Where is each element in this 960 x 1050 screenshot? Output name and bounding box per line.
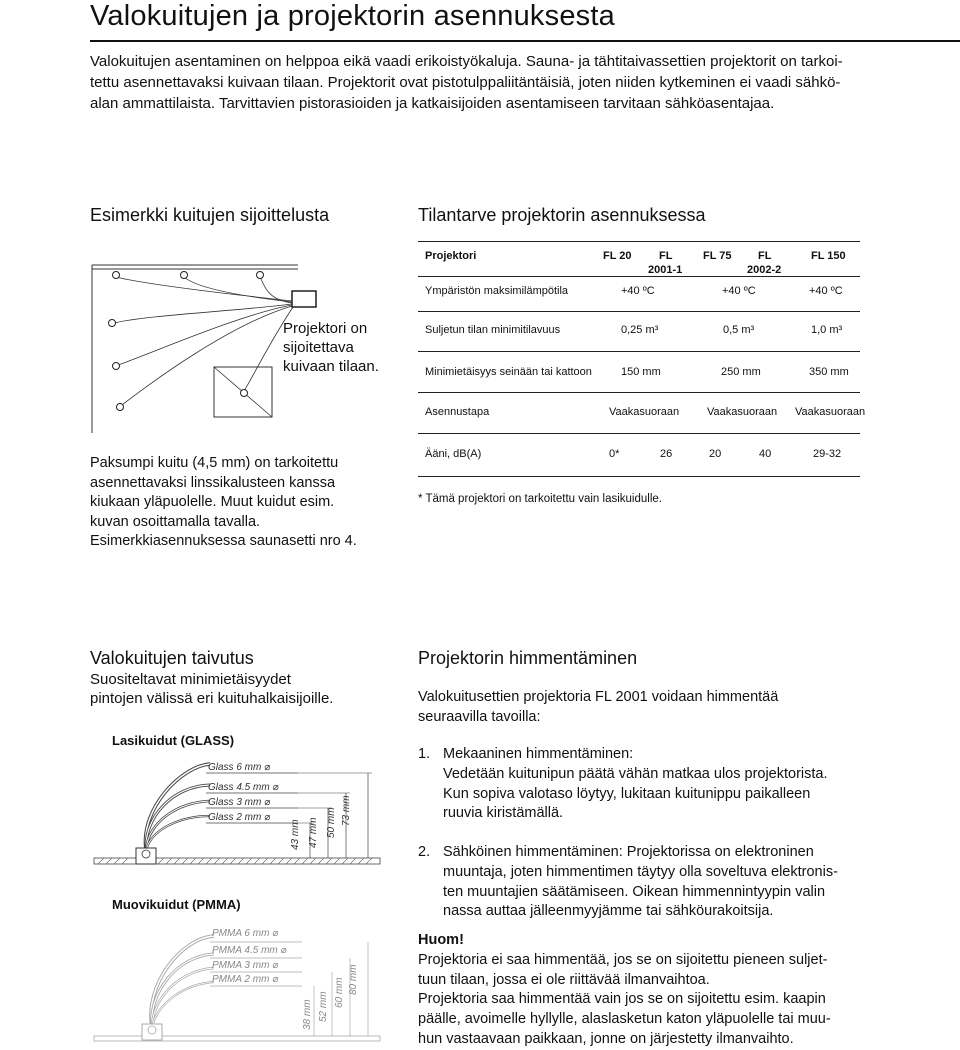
cell-value: 40	[759, 448, 772, 460]
item-line: Vedetään kuitunipun päätä vähän matkaa ulos projektorista.	[443, 765, 828, 782]
row-label: Minimietäisyys seinään tai kattoon	[425, 366, 592, 378]
callout-line: sijoitettava	[283, 339, 354, 356]
title-divider	[90, 40, 960, 42]
bending-subtitle	[90, 670, 333, 708]
row-volume	[425, 323, 855, 339]
cell-value: Vaakasuoraan	[707, 406, 778, 418]
cell-value: 0,5 m³	[723, 324, 755, 336]
cell-value: Vaakasuoraan	[795, 406, 866, 418]
cell-value: 1,0 m³	[811, 324, 843, 336]
intro-line: Valokuitujen asentaminen on helppoa eikä vaadi erikoistyökaluja. Sauna- ja tähtitaivassettien projektorit on tarkoi-	[90, 53, 843, 70]
subtitle-line: Suositeltavat minimietäisyydet	[90, 671, 291, 688]
dimming-item-1	[418, 745, 893, 824]
glass-label-45: Glass 4.5 mm ⌀	[208, 782, 279, 793]
row-mounting	[425, 405, 866, 421]
note-line: hun vastaavaan paikkaan, jonne on järjestetty ilmanvaihto.	[418, 1030, 794, 1047]
header-fl2002-a: FL	[758, 250, 772, 262]
item-number: 2.	[418, 844, 431, 860]
header-fl20: FL 20	[603, 250, 632, 262]
note-heading: Huom!	[418, 932, 464, 948]
glass-heading: Lasikuidut (GLASS)	[112, 733, 235, 748]
header-fl150: FL 150	[811, 250, 846, 262]
cell-value: 29-32	[813, 448, 842, 460]
glass-label-3: Glass 3 mm ⌀	[208, 797, 271, 808]
pmma-dim-38: 38 mm	[302, 999, 313, 1030]
pmma-dim-60: 60 mm	[334, 977, 345, 1008]
cell-value: 350 mm	[809, 366, 849, 378]
cell-value: 20	[709, 448, 722, 460]
dimming-item-2	[418, 843, 893, 922]
table-footnote: * Tämä projektori on tarkoitettu vain lasikuidulle.	[418, 493, 662, 505]
glass-label-2: Glass 2 mm ⌀	[208, 812, 271, 823]
example-heading: Esimerkki kuitujen sijoittelusta	[90, 205, 330, 225]
dimming-note	[418, 931, 831, 1050]
table-rule	[418, 433, 860, 434]
row-label: Ympäristön maksimilämpötila	[425, 285, 569, 297]
table-top-rule	[418, 241, 860, 242]
item-line: Mekaaninen himmentäminen:	[443, 746, 634, 762]
note-line: päälle, avoimelle hyllylle, alaslasketun katon yläpuolelle tai muu-	[418, 1011, 831, 1028]
caption-line: Esimerkkiasennuksessa saunasetti nro 4.	[90, 533, 357, 549]
table-rule	[418, 311, 860, 312]
caption-line: kiukaan yläpuolelle. Muut kuidut esim.	[90, 494, 335, 510]
cell-value: 0,25 m³	[621, 324, 659, 336]
pmma-dim-52: 52 mm	[318, 991, 329, 1022]
header-projector: Projektori	[425, 250, 477, 262]
item-line: ten muuntajien säätämiseen. Oikean himmennintyypin valin	[443, 883, 826, 900]
bending-heading: Valokuitujen taivutus	[90, 648, 254, 668]
row-label: Ääni, dB(A)	[425, 448, 482, 460]
item-line: Sähköinen himmentäminen: Projektorissa on elektroninen	[443, 844, 814, 860]
cell-value: 0*	[609, 448, 620, 460]
item-line: nassa auttaa jälleenmyyjämme tai sähköurakoitsija.	[443, 903, 774, 920]
item-line: ruuvia kiristämällä.	[443, 805, 564, 822]
row-label: Asennustapa	[425, 406, 490, 418]
glass-dim-73: 73 mm	[341, 795, 352, 826]
pmma-label-2: PMMA 2 mm ⌀	[212, 974, 279, 985]
glass-dim-50: 50 mm	[326, 807, 337, 838]
spec-table-header	[425, 249, 855, 279]
pmma-label-6: PMMA 6 mm ⌀	[212, 928, 279, 939]
pmma-label-45: PMMA 4.5 mm ⌀	[212, 945, 287, 956]
row-distance	[425, 365, 855, 381]
intro-line: seuraavilla tavoilla:	[418, 708, 541, 725]
callout-line: kuivaan tilaan.	[283, 358, 379, 375]
row-temperature	[425, 284, 855, 300]
pmma-dim-80: 80 mm	[348, 964, 359, 995]
glass-dim-43: 43 mm	[290, 819, 301, 850]
cell-value: 250 mm	[721, 366, 761, 378]
row-sound	[425, 447, 855, 463]
cell-value: +40 ºC	[621, 285, 655, 297]
glass-label-6: Glass 6 mm ⌀	[208, 762, 271, 773]
item-number: 1.	[418, 746, 431, 762]
cell-value: +40 ºC	[722, 285, 756, 297]
pmma-label-3: PMMA 3 mm ⌀	[212, 960, 279, 971]
glass-dim-47: 47 mm	[308, 817, 319, 848]
caption-line: kuvan osoittamalla tavalla.	[90, 513, 261, 530]
example-caption	[90, 454, 357, 552]
intro-line: Valokuitusettien projektoria FL 2001 voidaan himmentää	[418, 689, 779, 705]
caption-line: Paksumpi kuitu (4,5 mm) on tarkoitettu	[90, 455, 339, 471]
dimming-heading: Projektorin himmentäminen	[418, 648, 638, 668]
subtitle-line: pintojen välissä eri kuituhalkaisijoille.	[90, 690, 334, 707]
projector-callout	[283, 319, 379, 376]
note-line: tuun tilaan, jossa ei ole riittävää ilmanvaihtoa.	[418, 971, 710, 988]
cell-value: +40 ºC	[809, 285, 843, 297]
cell-value: 150 mm	[621, 366, 661, 378]
item-line: Kun sopiva valotaso löytyy, lukitaan kuitunippu paikalleen	[443, 785, 811, 802]
row-label: Suljetun tilan minimitilavuus	[425, 324, 561, 336]
intro-paragraph	[90, 51, 880, 114]
item-line: muuntaja, joten himmentimen täytyy olla soveltuva elektronis-	[443, 863, 838, 880]
dimming-intro	[418, 688, 778, 727]
header-fl2001-a: FL	[659, 250, 673, 262]
table-bottom-rule	[418, 476, 860, 477]
intro-line: alan ammattilaista. Tarvittavien pistorasioiden ja katkaisijoiden asentamiseen tarvitaan sähköasentajaa.	[90, 95, 775, 112]
pmma-heading: Muovikuidut (PMMA)	[112, 897, 241, 912]
page-title: Valokuitujen ja projektorin asennuksesta	[90, 0, 615, 32]
requirements-heading: Tilantarve projektorin asennuksessa	[418, 205, 706, 225]
table-rule	[418, 392, 860, 393]
table-rule	[418, 351, 860, 352]
note-line: Projektoria ei saa himmentää, jos se on sijoitettu pieneen suljet-	[418, 951, 828, 968]
header-fl75: FL 75	[703, 250, 732, 262]
caption-line: asennettavaksi linssikalusteen kanssa	[90, 474, 336, 491]
header-fl2002-b: 2002-2	[747, 264, 782, 276]
callout-line: Projektori on	[283, 320, 368, 337]
header-fl2001-b: 2001-1	[648, 264, 683, 276]
cell-value: 26	[660, 448, 673, 460]
table-rule	[418, 276, 860, 277]
note-line: Projektoria saa himmentää vain jos se on sijoitettu esim. kaapin	[418, 991, 826, 1008]
intro-line: tettu asennettavaksi kuivaan tilaan. Projektorit ovat pistotulppaliitäntäisiä, joten niiden kytkeminen ei vaadi sähkö-	[90, 74, 841, 91]
cell-value: Vaakasuoraan	[609, 406, 680, 418]
